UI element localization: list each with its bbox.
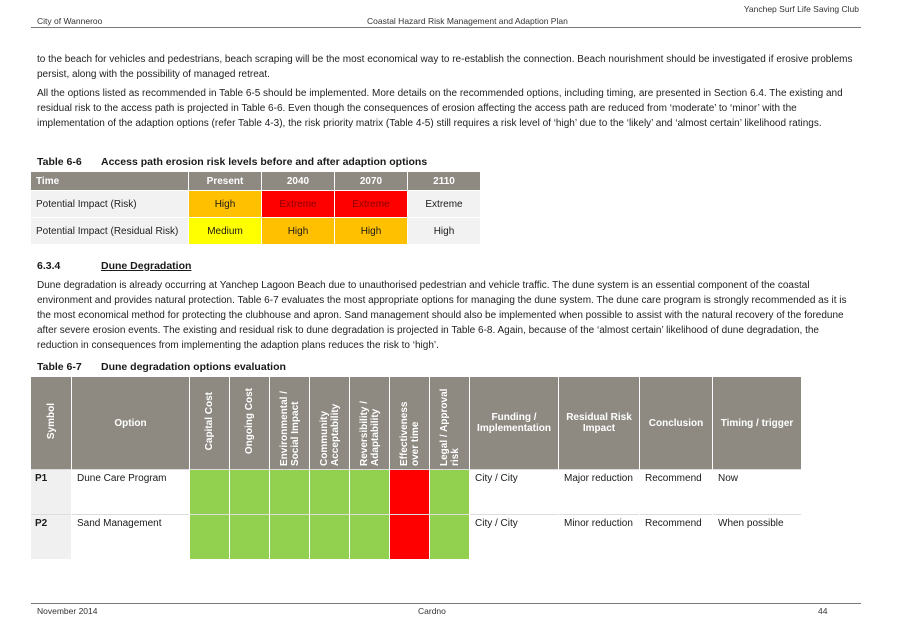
funding-cell: City / City: [470, 515, 559, 560]
table-header-row: [31, 377, 802, 470]
rating-cell-green: [270, 470, 310, 515]
timing-cell: Now: [713, 470, 802, 515]
table-6-6-caption: [37, 156, 427, 168]
rating-cell-green: [310, 515, 350, 560]
table-6-7-number: Table 6-7: [37, 361, 82, 373]
option-name: Sand Management: [72, 515, 190, 560]
column-header-ongoing-cost: Ongoing Cost: [230, 377, 270, 470]
risk-cell: Medium: [189, 218, 262, 245]
column-header-community: Community Acceptability: [310, 377, 350, 470]
column-header: 2070: [335, 172, 408, 191]
rating-cell-green: [190, 515, 230, 560]
conclusion-cell: Recommend: [640, 515, 713, 560]
header-doc-title: Coastal Hazard Risk Management and Adaption Plan: [367, 16, 568, 26]
row-label: Potential Impact (Residual Risk): [31, 218, 189, 245]
risk-cell: High: [189, 191, 262, 218]
funding-cell: City / City: [470, 470, 559, 515]
paragraph-2: All the options listed as recommended in Table 6-5 should be implemented. More details on the recommended options, including timing, are presented in Section 6.4. The existing and residual risk to the access path is projected in Table 6-6. Even though the consequences of erosion affecting the access path are reduced from ‘moderate’ to ‘minor’ with the implementation of the adaption options (refer Table 4-3), the risk priority matrix (Table 4-5) still requires a risk level of ‘high’ due to the ‘likely’ and ‘almost certain’ likelihood ratings.: [37, 88, 843, 129]
residual-cell: Minor reduction: [559, 515, 640, 560]
table-row: [31, 515, 802, 560]
rating-cell-green: [230, 515, 270, 560]
row-label: Potential Impact (Risk): [31, 191, 189, 218]
risk-cell: Extreme: [335, 191, 408, 218]
table-row: [31, 470, 802, 515]
column-header-symbol: Symbol: [31, 377, 72, 470]
column-header-capital-cost: Capital Cost: [190, 377, 230, 470]
column-header: 2040: [262, 172, 335, 191]
rating-cell-red: [390, 515, 430, 560]
rating-cell-red: [390, 470, 430, 515]
paragraph-1: to the beach for vehicles and pedestrians, beach scraping will be the most economical way to re-establish the connection. Beach nourishment should be investigated if erosive problems persist, along with the possibility of managed retreat.: [37, 54, 853, 80]
timing-cell: When possible: [713, 515, 802, 560]
header-rule: [31, 27, 861, 28]
table-6-6-title: Access path erosion risk levels before and after adaption options: [101, 156, 428, 168]
column-header-effectiveness: Effectiveness over time: [390, 377, 430, 470]
risk-cell: Extreme: [408, 191, 481, 218]
residual-cell: Major reduction: [559, 470, 640, 515]
risk-cell: High: [262, 218, 335, 245]
header-site: Yanchep Surf Life Saving Club: [743, 4, 859, 14]
rating-cell-green: [350, 470, 390, 515]
column-header-conclusion: Conclusion: [640, 377, 713, 470]
option-symbol: P2: [31, 515, 72, 560]
column-header-timing: Timing / trigger: [713, 377, 802, 470]
section-title: Dune Degradation: [101, 260, 192, 272]
footer-rule: [31, 603, 861, 604]
risk-cell: Extreme: [262, 191, 335, 218]
rating-cell-green: [230, 470, 270, 515]
table-6-7-title: Dune degradation options evaluation: [101, 361, 286, 373]
header-org: City of Wanneroo: [37, 16, 103, 26]
column-header-legal: Legal / Approval risk: [430, 377, 470, 470]
option-symbol: P1: [31, 470, 72, 515]
risk-cell: High: [408, 218, 481, 245]
section-heading: [37, 260, 191, 272]
table-6-6-number: Table 6-6: [37, 156, 82, 168]
rating-cell-green: [430, 515, 470, 560]
rating-cell-green: [270, 515, 310, 560]
column-header-env-social: Environmental / Social Impact: [270, 377, 310, 470]
risk-cell: High: [335, 218, 408, 245]
rating-cell-green: [350, 515, 390, 560]
rating-cell-green: [310, 470, 350, 515]
rating-cell-green: [190, 470, 230, 515]
column-header: Present: [189, 172, 262, 191]
column-header-option: Option: [72, 377, 190, 470]
column-header-residual: Residual Risk Impact: [559, 377, 640, 470]
table-6-7-caption: [37, 361, 286, 373]
rating-cell-green: [430, 470, 470, 515]
conclusion-cell: Recommend: [640, 470, 713, 515]
table-row: [31, 218, 481, 245]
footer-date: November 2014: [37, 606, 98, 616]
footer-company: Cardno: [418, 606, 446, 616]
table-header-row: [31, 172, 481, 191]
column-header-funding: Funding / Implementation: [470, 377, 559, 470]
table-6-6: [31, 172, 481, 244]
option-name: Dune Care Program: [72, 470, 190, 515]
column-header: 2110: [408, 172, 481, 191]
column-header-reversibility: Reversibility / Adaptability: [350, 377, 390, 470]
page-number: 44: [818, 606, 828, 616]
section-number: 6.3.4: [37, 260, 61, 272]
table-6-7: [31, 377, 802, 559]
paragraph-3: Dune degradation is already occurring at Yanchep Lagoon Beach due to unauthorised pedestrian and vehicle traffic. The dune system is an essential component of the coastal environment and provides natural protection. Table 6-7 evaluates the most appropriate options for managing the dune system. The dune care program is strongly recommended as it is the most economical method for protecting the clubhouse and apron. Sand management should also be implemented when possible to assist with the natural recovery of the foredune after severe erosion events. The existing and residual risk to dune degradation is projected in Table 6-8. Again, because of the ‘almost certain’ likelihood of dune degradation, the reduction in consequences from implementing the adaption plans reduces the risk to ‘high’.: [37, 280, 847, 351]
table-row: [31, 191, 481, 218]
column-header: Time: [31, 172, 189, 191]
